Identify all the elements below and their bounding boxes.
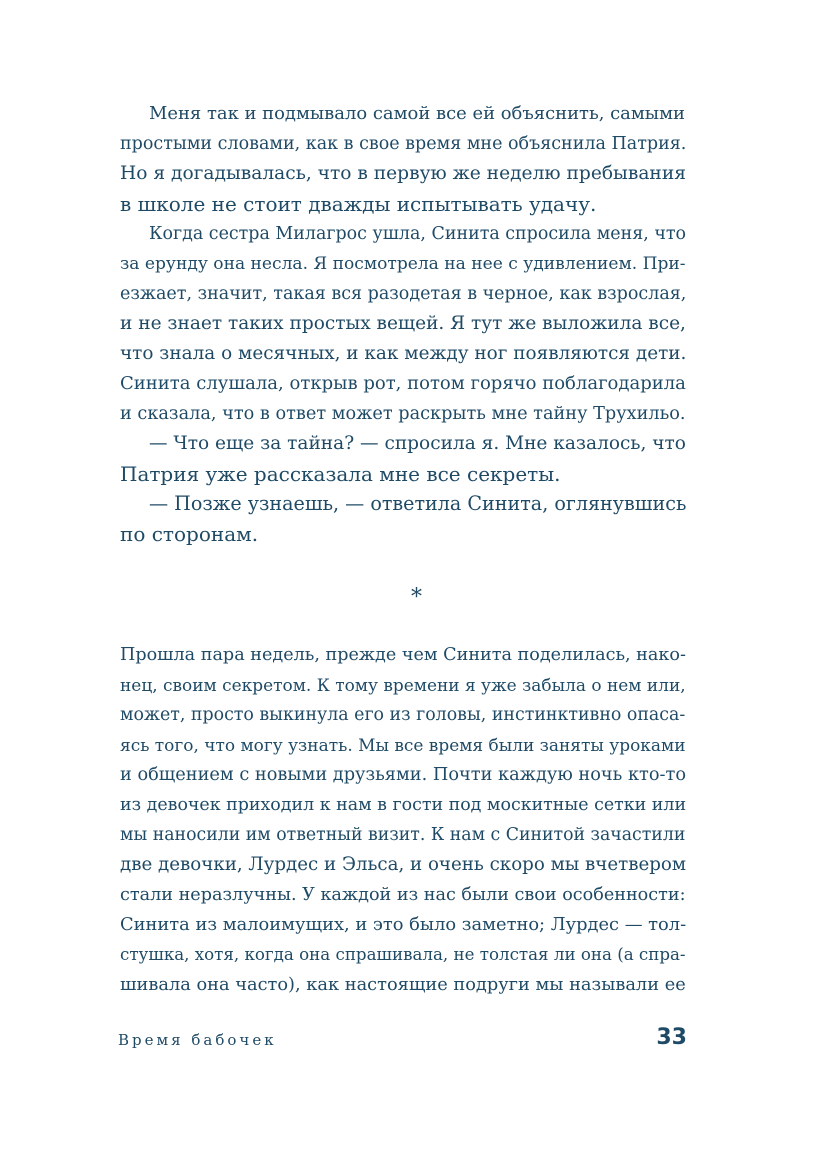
text-line: езжает, значит, такая вся разодетая в черное, как взрослая, [120,284,687,304]
text-line: Но я догадывалась, что в первую же неделю пребывания [120,163,686,184]
first-section [120,99,686,549]
text-line: шивала она часто), как настоящие подруги мы называли ее [120,975,686,995]
text-line: что знала о месячных, и как между ног появляются дети. [120,343,687,364]
page-number: 33 [656,1025,687,1050]
text-line: две девочки, Лурдес и Эльса, и очень скоро мы вчетвером [120,854,687,875]
text-line: Синита из малоимущих, и это было заметно; Лурдес — тол- [120,914,687,935]
text-line: стушка, хотя, когда она спрашивала, не толстая ли она (а спра- [120,945,686,964]
section-separator: * [411,585,422,610]
text-line: по сторонам. [120,522,259,546]
text-line: ясь того, что могу узнать. Мы все время были заняты уроками [120,735,686,755]
text-line: за ерунду она несла. Я посмотрела на нее с удивлением. При- [120,254,686,274]
text-line: и общением с новыми друзьями. Почти каждую ночь кто-то [120,765,686,785]
text-line: может, просто выкинула его из головы, инстинктивно опаса- [120,705,686,725]
text-line: простыми словами, как в свое время мне объяснила Патрия. [120,134,687,154]
text-line: Меня так и подмывало самой все ей объяснить, самыми [149,103,685,124]
text-line: и не знает таких простых вещей. Я тут же выложила все, [120,313,686,334]
text-line: Синита слушала, открыв рот, потом горячо поблагодарила [120,373,686,394]
text-line: — Позже узнаешь, — ответила Синита, оглянувшись [149,492,687,515]
text-line: Патрия уже рассказала мне все секреты. [120,462,561,486]
second-section [120,640,686,1000]
text-line: в школе не стоит дважды испытывать удачу. [120,192,597,216]
text-line: Прошла пара недель, прежде чем Синита поделилась, нако- [120,645,686,665]
text-line: и сказала, что в ответ может раскрыть мне тайну Трухильо. [120,404,686,424]
text-line: нец, своим секретом. К тому времени я уже забыла о нем или, [120,675,686,695]
text-line: из девочек приходил к нам в гости под москитные сетки или [120,795,687,815]
running-footer-title: Время бабочек [118,1031,277,1049]
text-line: Когда сестра Милагрос ушла, Синита спросила меня, что [149,224,687,244]
text-line: — Что еще за тайна? — спросила я. Мне казалось, что [149,433,686,454]
text-line: стали неразлучны. У каждой из нас были свои особенности: [120,885,686,905]
text-line: мы наносили им ответный визит. К нам с Синитой зачастили [120,825,686,845]
